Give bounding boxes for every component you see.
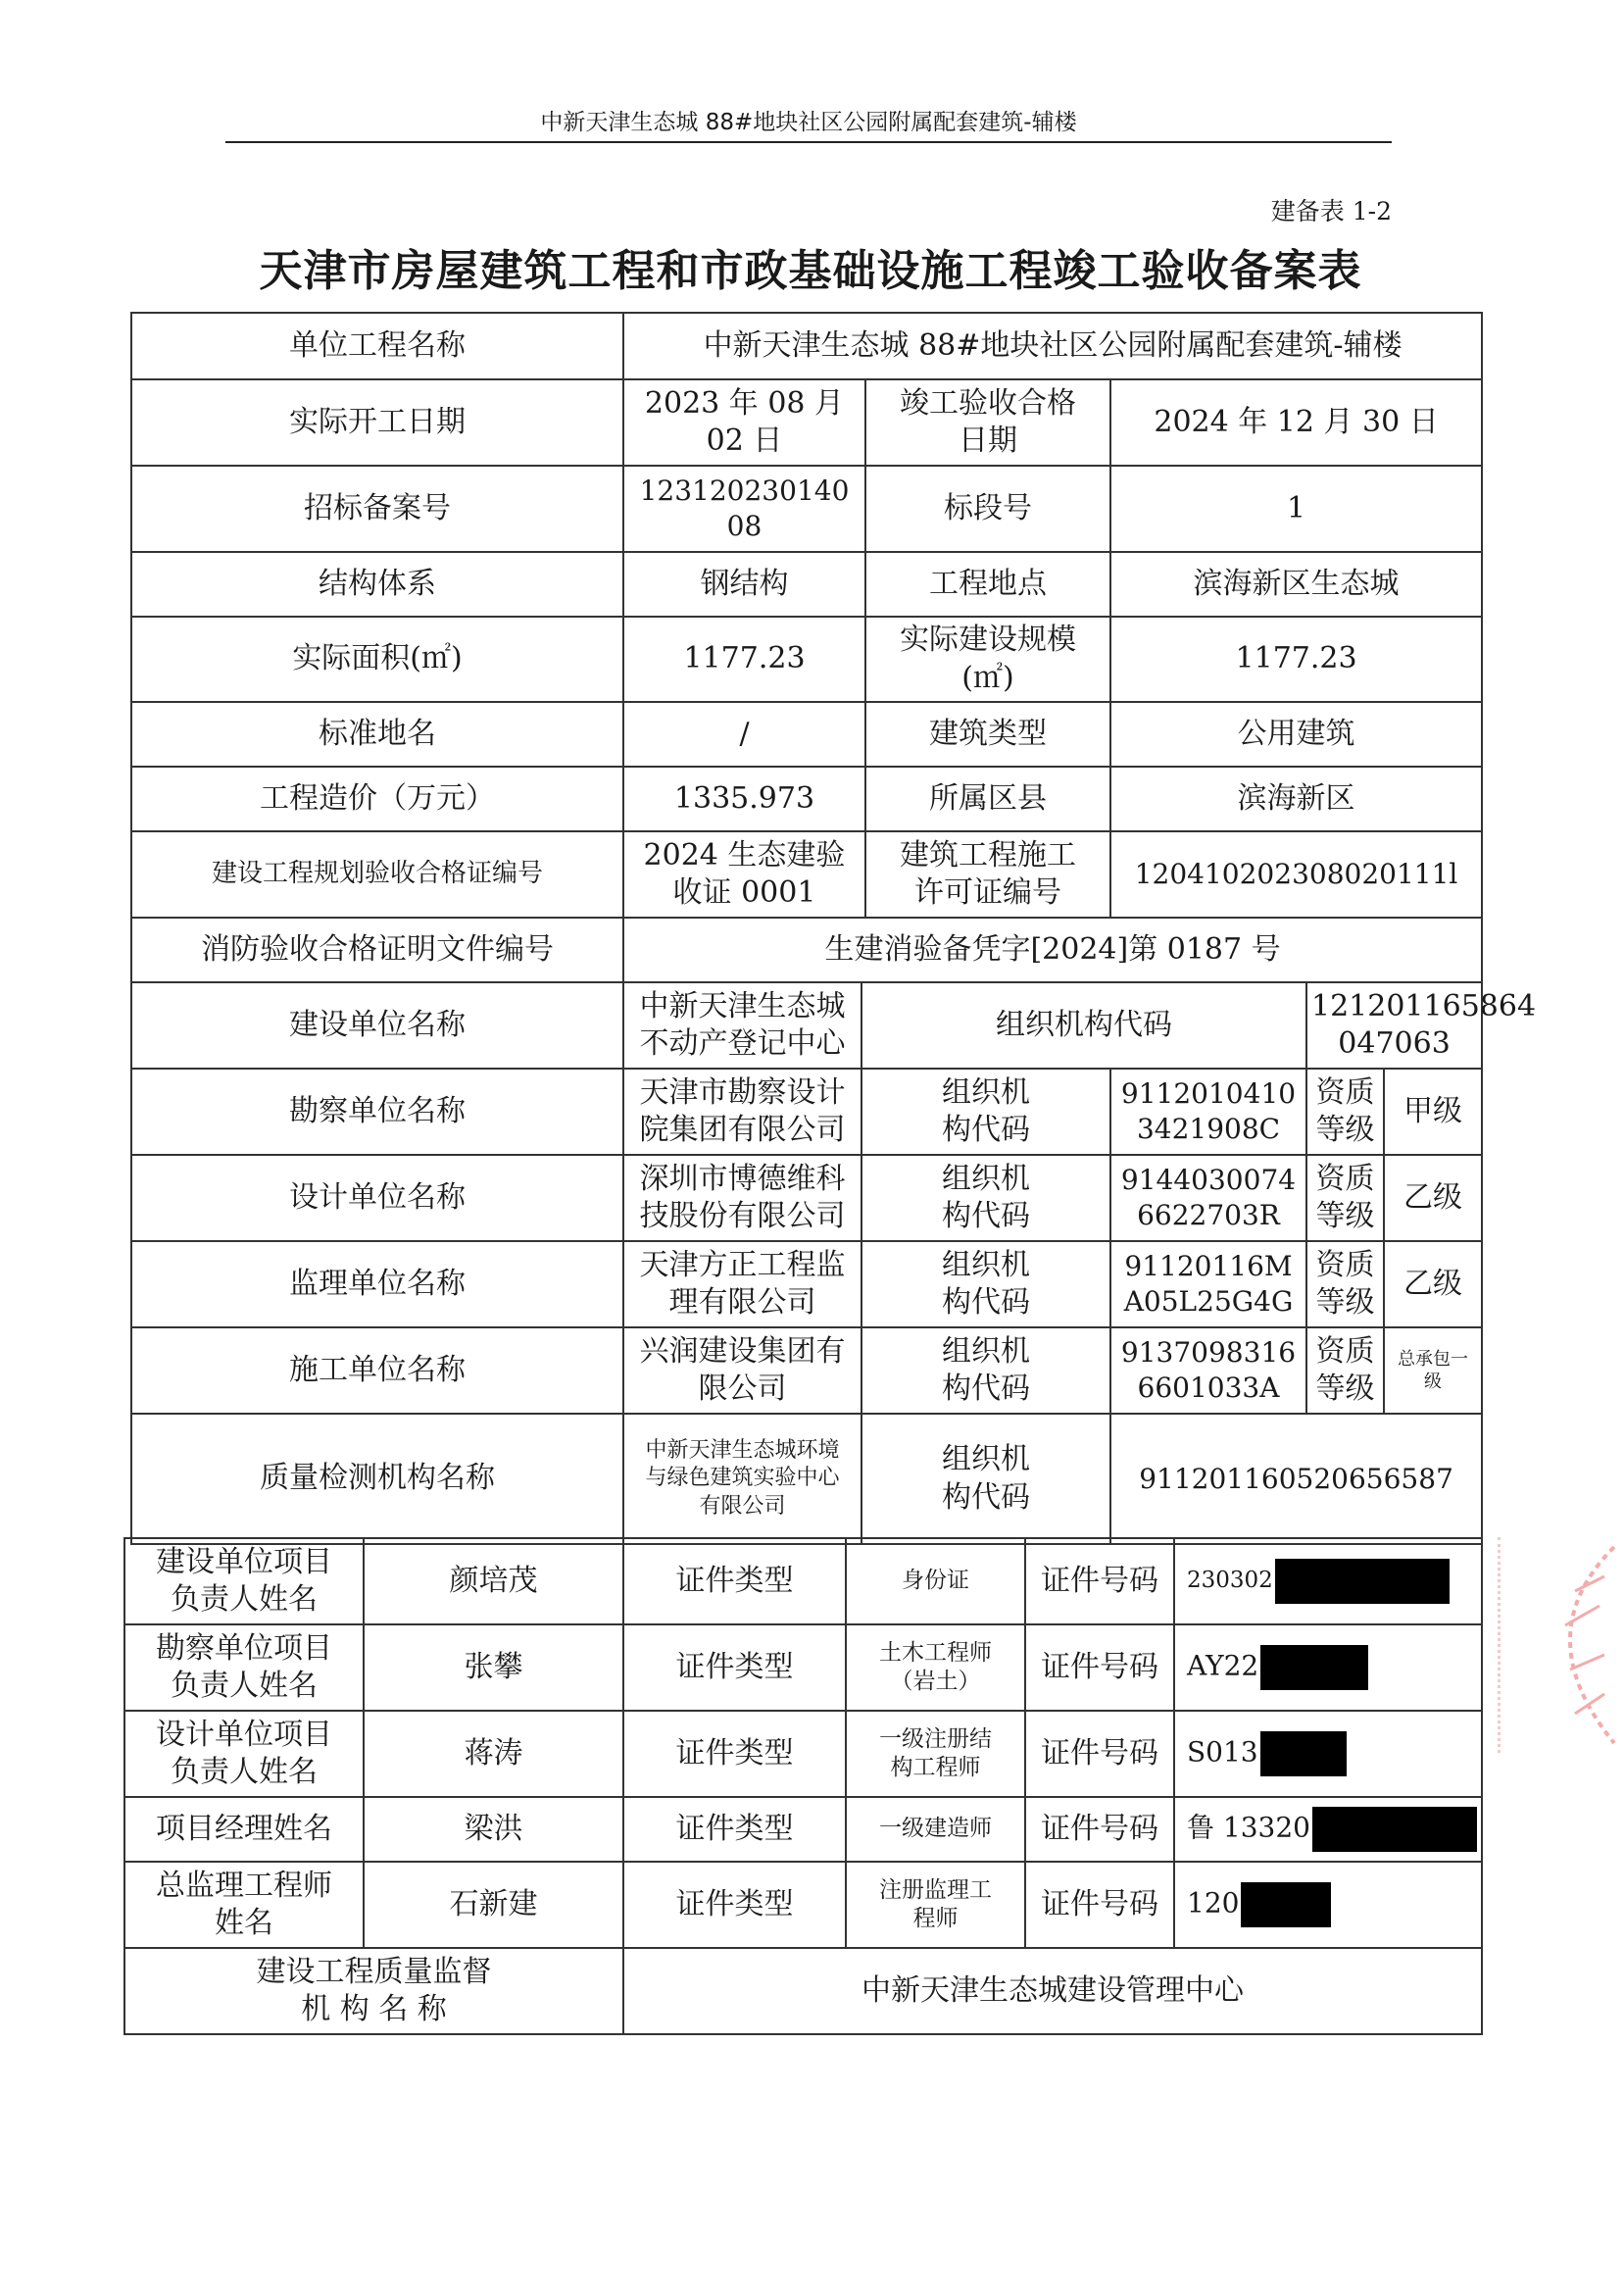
supervision-label — [124, 1948, 623, 2034]
start-date-line1: 2023 年 08 月 — [644, 385, 845, 421]
cert-type-label: 证件类型 — [623, 1711, 846, 1797]
cert-no-text: AY22 — [1187, 1649, 1259, 1682]
unit-name-line2: 技股份有限公司 — [639, 1199, 846, 1233]
unit-qual-label — [1306, 1069, 1384, 1155]
unit-code-value — [1110, 1241, 1306, 1327]
testing-label: 质量检测机构名称 — [131, 1414, 623, 1544]
district-label: 所属区县 — [865, 767, 1110, 831]
place-name-value: / — [623, 702, 865, 767]
table-row — [131, 313, 1482, 379]
unit-code-label — [861, 1069, 1110, 1155]
start-date-value — [623, 379, 865, 466]
table-row — [124, 1624, 1482, 1711]
unit-name — [623, 1241, 861, 1327]
scale-label — [865, 617, 1110, 702]
cert-type-line1: 土木工程师 — [879, 1639, 992, 1666]
owner-name-line1: 中新天津生态城 — [639, 988, 846, 1023]
table-row — [124, 1948, 1482, 2034]
cost-value: 1335.973 — [623, 767, 865, 831]
testing-code-label — [861, 1414, 1110, 1544]
table-row — [131, 918, 1482, 982]
scale-value: 1177.23 — [1110, 617, 1482, 702]
supervision-label-line1: 建设工程质量监督 — [256, 1954, 492, 1989]
cert-type-label: 证件类型 — [623, 1862, 846, 1948]
redaction-bar — [1260, 1645, 1368, 1690]
table-row — [131, 767, 1482, 831]
project-name-value: 中新天津生态城 88#地块社区公园附属配套建筑-辅楼 — [623, 313, 1482, 379]
table-row — [131, 1069, 1482, 1155]
unit-code-label — [861, 1241, 1110, 1327]
form-number: 建备表 1-2 — [1270, 197, 1392, 225]
table-row — [124, 1538, 1482, 1624]
person-role-line2: 负责人姓名 — [171, 1669, 318, 1703]
location-value: 滨海新区生态城 — [1110, 552, 1482, 617]
person-name: 梁洪 — [364, 1797, 623, 1862]
unit-code-label — [861, 1155, 1110, 1241]
plan-cert-line1: 2024 生态建验 — [643, 837, 846, 873]
cert-type-value — [846, 1862, 1025, 1948]
person-role — [124, 1624, 364, 1711]
person-name: 蒋涛 — [364, 1711, 623, 1797]
section-value: 1 — [1110, 466, 1482, 552]
cert-no-text: 230302 — [1187, 1568, 1273, 1593]
unit-label: 监理单位名称 — [131, 1241, 623, 1327]
org-code-line2: 构代码 — [942, 1113, 1030, 1147]
fire-cert-label: 消防验收合格证明文件编号 — [131, 918, 623, 982]
cert-no-label: 证件号码 — [1025, 1862, 1174, 1948]
qual-line2: 等级 — [1315, 1285, 1375, 1320]
owner-code-value — [1306, 982, 1537, 1069]
unit-name-line2: 院集团有限公司 — [639, 1113, 846, 1147]
cert-type-line2: 构工程师 — [890, 1755, 981, 1780]
unit-name-line1: 天津方正工程监 — [639, 1247, 846, 1282]
place-name-label: 标准地名 — [131, 702, 623, 767]
unit-code-line2: A05L25G4G — [1123, 1285, 1294, 1318]
cert-type-label: 证件类型 — [623, 1624, 846, 1711]
acceptance-date-label — [865, 379, 1110, 466]
plan-cert-line2: 收证 0001 — [672, 875, 816, 910]
table-row — [131, 552, 1482, 617]
person-name: 石新建 — [364, 1862, 623, 1948]
permit-label-line2: 许可证编号 — [914, 875, 1061, 910]
owner-label: 建设单位名称 — [131, 982, 623, 1069]
person-role-line1: 设计单位项目 — [156, 1717, 332, 1752]
person-role-line2: 负责人姓名 — [171, 1582, 318, 1617]
bid-record-line1: 123120230140 — [639, 474, 850, 508]
acceptance-date-value: 2024 年 12 月 30 日 — [1110, 379, 1482, 466]
cert-type-line2: 程师 — [912, 1906, 959, 1931]
qual-line1: 资质 — [1315, 1247, 1375, 1282]
section-label: 标段号 — [865, 466, 1110, 552]
unit-code-label — [861, 1327, 1110, 1414]
scale-label-line1: 实际建设规模 — [900, 623, 1076, 658]
supervision-name: 中新天津生态城建设管理中心 — [623, 1948, 1482, 2034]
unit-grade: 乙级 — [1384, 1155, 1482, 1241]
person-role-line2: 姓名 — [215, 1906, 273, 1940]
unit-name-line1: 兴润建设集团有 — [639, 1333, 846, 1369]
person-name: 张攀 — [364, 1624, 623, 1711]
unit-code-line1: 9137098316 — [1120, 1336, 1297, 1370]
unit-code-line1: 9144030074 — [1120, 1164, 1297, 1197]
table-row — [131, 1155, 1482, 1241]
table-row — [131, 1327, 1482, 1414]
table-row — [124, 1797, 1482, 1862]
cert-no-text: 120 — [1187, 1886, 1240, 1920]
building-type-value: 公用建筑 — [1110, 702, 1482, 767]
owner-name-line2: 不动产登记中心 — [639, 1026, 846, 1061]
org-code-line1: 组织机 — [942, 1333, 1030, 1369]
unit-grade-line2: 级 — [1424, 1371, 1443, 1392]
unit-code-line1: 91120116M — [1124, 1250, 1293, 1283]
qual-line2: 等级 — [1315, 1371, 1375, 1406]
seal-arc-icon — [1506, 1537, 1624, 1753]
person-role — [124, 1538, 364, 1624]
unit-code-line1: 9112010410 — [1120, 1077, 1297, 1111]
record-table-upper — [130, 312, 1537, 1545]
cert-no-value — [1174, 1862, 1482, 1948]
org-code-line1: 组织机 — [942, 1247, 1030, 1282]
unit-grade-line1: 总承包一 — [1398, 1348, 1469, 1370]
cert-type-value: 一级建造师 — [846, 1797, 1025, 1862]
org-code-line2: 构代码 — [942, 1285, 1030, 1320]
cert-type-line2: （岩土） — [890, 1669, 981, 1694]
cert-no-text: 鲁 13320 — [1187, 1811, 1310, 1844]
cert-type-line1: 一级注册结 — [879, 1725, 992, 1752]
scale-label-line2: (㎡) — [961, 660, 1014, 695]
table-row — [131, 1241, 1482, 1327]
start-date-line2: 02 日 — [706, 424, 783, 458]
unit-code-value — [1110, 1069, 1306, 1155]
redaction-bar — [1260, 1731, 1347, 1776]
cert-type-value — [846, 1711, 1025, 1797]
permit-label — [865, 831, 1110, 918]
person-name: 颜培茂 — [364, 1538, 623, 1624]
table-row — [131, 379, 1482, 466]
person-role-line1: 总监理工程师 — [156, 1868, 332, 1903]
cert-type-value — [846, 1624, 1025, 1711]
person-role-line1: 勘察单位项目 — [156, 1630, 332, 1666]
acceptance-date-label-line1: 竣工验收合格 — [900, 385, 1076, 421]
unit-code-line2: 3421908C — [1136, 1113, 1281, 1145]
bid-record-label: 招标备案号 — [131, 466, 623, 552]
start-date-label: 实际开工日期 — [131, 379, 623, 466]
record-table-lower — [123, 1537, 1483, 2035]
org-code-line2: 构代码 — [942, 1199, 1030, 1233]
cert-no-value — [1174, 1538, 1482, 1624]
unit-code-value — [1110, 1155, 1306, 1241]
unit-name-line1: 深圳市博德维科 — [639, 1161, 846, 1196]
cert-type-line1: 注册监理工 — [879, 1876, 992, 1903]
cert-type-label: 证件类型 — [623, 1797, 846, 1862]
owner-code-label: 组织机构代码 — [861, 982, 1306, 1069]
org-code-line1: 组织机 — [942, 1161, 1030, 1196]
area-label: 实际面积(㎡) — [131, 617, 623, 702]
table-row — [124, 1711, 1482, 1797]
cert-no-text: S013 — [1187, 1735, 1258, 1769]
unit-code-value — [1110, 1327, 1306, 1414]
fire-cert-value: 生建消验备凭字[2024]第 0187 号 — [623, 918, 1482, 982]
unit-label: 设计单位名称 — [131, 1155, 623, 1241]
qual-line1: 资质 — [1315, 1333, 1375, 1369]
table-row — [131, 466, 1482, 552]
table-row — [131, 702, 1482, 767]
bid-record-line2: 08 — [726, 510, 763, 542]
redaction-bar — [1275, 1559, 1450, 1604]
cert-type-value: 身份证 — [846, 1538, 1025, 1624]
person-role-line1: 建设单位项目 — [156, 1544, 332, 1579]
person-role — [124, 1711, 364, 1797]
testing-name-line2: 与绿色建筑实验中心 — [645, 1466, 840, 1491]
org-code-line2: 构代码 — [942, 1479, 1030, 1515]
table-row — [124, 1862, 1482, 1948]
cert-no-label: 证件号码 — [1025, 1538, 1174, 1624]
unit-qual-label — [1306, 1241, 1384, 1327]
building-type-label: 建筑类型 — [865, 702, 1110, 767]
header-rule — [225, 141, 1392, 143]
owner-code-line1: 121201165864 — [1311, 988, 1537, 1023]
plan-cert-value — [623, 831, 865, 918]
unit-grade: 乙级 — [1384, 1241, 1482, 1327]
cost-label: 工程造价（万元） — [131, 767, 623, 831]
qual-line1: 资质 — [1315, 1161, 1375, 1196]
permit-value: 120410202308020111l — [1110, 831, 1482, 918]
acceptance-date-label-line2: 日期 — [959, 424, 1017, 458]
person-role: 项目经理姓名 — [124, 1797, 364, 1862]
unit-qual-label — [1306, 1327, 1384, 1414]
structure-value: 钢结构 — [623, 552, 865, 617]
owner-code-line2: 047063 — [1338, 1026, 1451, 1061]
table-row — [131, 982, 1482, 1069]
org-code-line1: 组织机 — [942, 1442, 1030, 1477]
form-title: 天津市房屋建筑工程和市政基础设施工程竣工验收备案表 — [259, 246, 1362, 296]
cert-no-value — [1174, 1624, 1482, 1711]
permit-label-line1: 建筑工程施工 — [900, 837, 1076, 873]
cert-type-label: 证件类型 — [623, 1538, 846, 1624]
org-code-line2: 构代码 — [942, 1371, 1030, 1406]
testing-name-line1: 中新天津生态城环境 — [645, 1438, 840, 1464]
unit-name — [623, 1069, 861, 1155]
unit-name — [623, 1327, 861, 1414]
unit-name-line2: 理有限公司 — [668, 1285, 816, 1320]
unit-qual-label — [1306, 1155, 1384, 1241]
unit-name-line1: 天津市勘察设计 — [639, 1074, 846, 1110]
cert-no-label: 证件号码 — [1025, 1624, 1174, 1711]
redaction-bar — [1241, 1882, 1331, 1927]
supervision-label-line2: 机 构 名 称 — [301, 1992, 447, 2026]
qual-line2: 等级 — [1315, 1113, 1375, 1147]
project-name-label: 单位工程名称 — [131, 313, 623, 379]
unit-label: 勘察单位名称 — [131, 1069, 623, 1155]
redaction-bar — [1312, 1807, 1477, 1852]
table-row — [131, 617, 1482, 702]
bid-record-value — [623, 466, 865, 552]
cert-no-label: 证件号码 — [1025, 1711, 1174, 1797]
unit-name — [623, 1155, 861, 1241]
person-role-line2: 负责人姓名 — [171, 1755, 318, 1789]
location-label: 工程地点 — [865, 552, 1110, 617]
area-value: 1177.23 — [623, 617, 865, 702]
testing-name-line3: 有限公司 — [699, 1493, 786, 1519]
qual-line2: 等级 — [1315, 1199, 1375, 1233]
official-seal-partial — [1498, 1537, 1621, 1753]
unit-code-line2: 6622703R — [1137, 1199, 1280, 1231]
document-header: 中新天津生态城 88#地块社区公园附属配套建筑-辅楼 — [540, 110, 1077, 135]
owner-name — [623, 982, 861, 1069]
testing-name — [623, 1414, 861, 1544]
table-row — [131, 1414, 1482, 1544]
cert-no-value — [1174, 1797, 1482, 1862]
cert-no-label: 证件号码 — [1025, 1797, 1174, 1862]
table-row — [131, 831, 1482, 918]
structure-label: 结构体系 — [131, 552, 623, 617]
person-role — [124, 1862, 364, 1948]
unit-label: 施工单位名称 — [131, 1327, 623, 1414]
unit-code-line2: 6601033A — [1137, 1371, 1280, 1404]
cert-no-value — [1174, 1711, 1482, 1797]
testing-code-value: 911201160520656587 — [1110, 1414, 1482, 1544]
unit-grade: 甲级 — [1384, 1069, 1482, 1155]
unit-grade — [1384, 1327, 1482, 1414]
unit-name-line2: 限公司 — [698, 1371, 787, 1406]
district-value: 滨海新区 — [1110, 767, 1482, 831]
org-code-line1: 组织机 — [942, 1074, 1030, 1110]
qual-line1: 资质 — [1315, 1074, 1375, 1110]
plan-cert-label: 建设工程规划验收合格证编号 — [131, 831, 623, 918]
